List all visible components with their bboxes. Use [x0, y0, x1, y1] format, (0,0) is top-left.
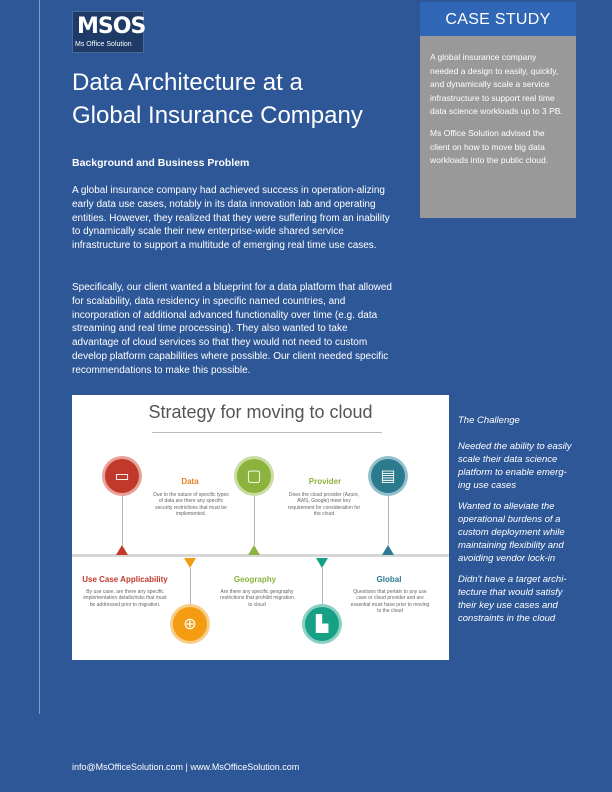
data-circle — [105, 459, 139, 493]
case-study-box — [420, 36, 576, 218]
global-circle — [305, 607, 339, 641]
provider-text: Does the cloud provider (Azure, AWS, Google) meet key requirement for consideration for the cloud — [287, 492, 361, 517]
global-heading: Global — [376, 575, 402, 584]
provider-circle — [237, 459, 271, 493]
challenge-label: The Challenge — [458, 415, 520, 426]
factory-icon: ▙ — [315, 614, 329, 633]
global-text: Questions that pertain to any use case or cloud provider and are essential must have prior to moving to the cloud — [350, 589, 430, 614]
timeline-stem — [190, 568, 191, 606]
timeline-marker — [248, 545, 260, 555]
timeline-marker — [382, 545, 394, 555]
geography-heading: Geography — [233, 575, 277, 584]
body-paragraph-1: A global insurance company had achieved success in operation-alizing early data use cases, notably in its data innovation lab and operating entities. However, they realized that they were suffering from an inability to dynamically scale their new enterprise-wide shared service infrastructure to support a multitude of emerging real time use cases. — [72, 185, 390, 252]
footer-contact: info@MsOfficeSolution.com | www.MsOfficeSolution.com — [72, 762, 300, 772]
challenge-item-1: Needed the ability to easily scale their data science platform to enable emerg-ing use cases — [458, 441, 572, 491]
use-case-text: By use case, are there any specific implementation details/risks that must be addressed prior to migration. — [83, 589, 167, 608]
case-study-header: CASE STUDY — [420, 2, 576, 36]
infographic-title-rule — [152, 432, 382, 433]
battery-icon: ▭ — [114, 466, 130, 485]
infographic-title: Strategy for moving to cloud — [148, 402, 373, 422]
timeline-marker — [116, 545, 128, 555]
presentation-icon: ▤ — [380, 466, 396, 485]
timeline-marker — [184, 558, 196, 568]
timeline-stem — [322, 568, 323, 606]
timeline-stem — [122, 493, 123, 545]
margin-rule — [39, 0, 40, 714]
logo-mark: MSOS — [77, 14, 146, 39]
compass-icon: ⊕ — [183, 614, 197, 633]
title-line-2: Global Insurance Company — [72, 102, 363, 129]
case-study-text-1: A global insurance company needed a design to easily, quickly, and dynamically scale a service infrastructure to support real time data science workloads up to 3 PB. — [430, 52, 563, 117]
geography-circle — [173, 607, 207, 641]
data-heading: Data — [181, 477, 199, 486]
provider-heading: Provider — [308, 477, 342, 486]
strategy-infographic — [72, 395, 449, 660]
background-heading: Background and Business Problem — [72, 157, 250, 169]
geography-text: Are there any specific geography restrictions that prohibit migration to cloud — [220, 589, 294, 608]
challenge-item-3: Didn't have a target archi-tecture that would satisfy their key use cases and constraints in the cloud — [458, 574, 567, 624]
body-paragraph-2: Specifically, our client wanted a blueprint for a data platform that allowed for scalability, data residency in specific named countries, and incorporation of additional advanced functionality over time (e.g. data streaming and real time processing). They also wanted to take advantage of cloud services so that they would not need to custom develop platform capabilities where possible. Our client needed specific recommendations to make this possible. — [72, 282, 392, 376]
company-logo — [72, 11, 144, 53]
monitor-icon: ▢ — [246, 466, 262, 485]
case-study-text-2: Ms Office Solution advised the client on how to move big data workloads into the public cloud. — [430, 127, 549, 166]
logo-text: Ms Office Solution — [75, 41, 132, 48]
use-case-heading: Use Case Applicability — [82, 575, 168, 584]
timeline-stem — [254, 493, 255, 545]
timeline-stem — [388, 493, 389, 545]
presentation-circle — [371, 459, 405, 493]
timeline-marker — [316, 558, 328, 568]
challenge-item-2: Wanted to alleviate the operational burdens of a custom deployment while maintaining flexibility and avoiding vendor lock-in — [458, 501, 565, 564]
page-title — [72, 66, 402, 132]
title-line-1: Data Architecture at a — [72, 69, 303, 96]
data-text: Due to the nature of specific types of data are there any specific security restrictions that must be implemented. — [153, 492, 229, 517]
challenge-sidebar — [458, 414, 576, 633]
